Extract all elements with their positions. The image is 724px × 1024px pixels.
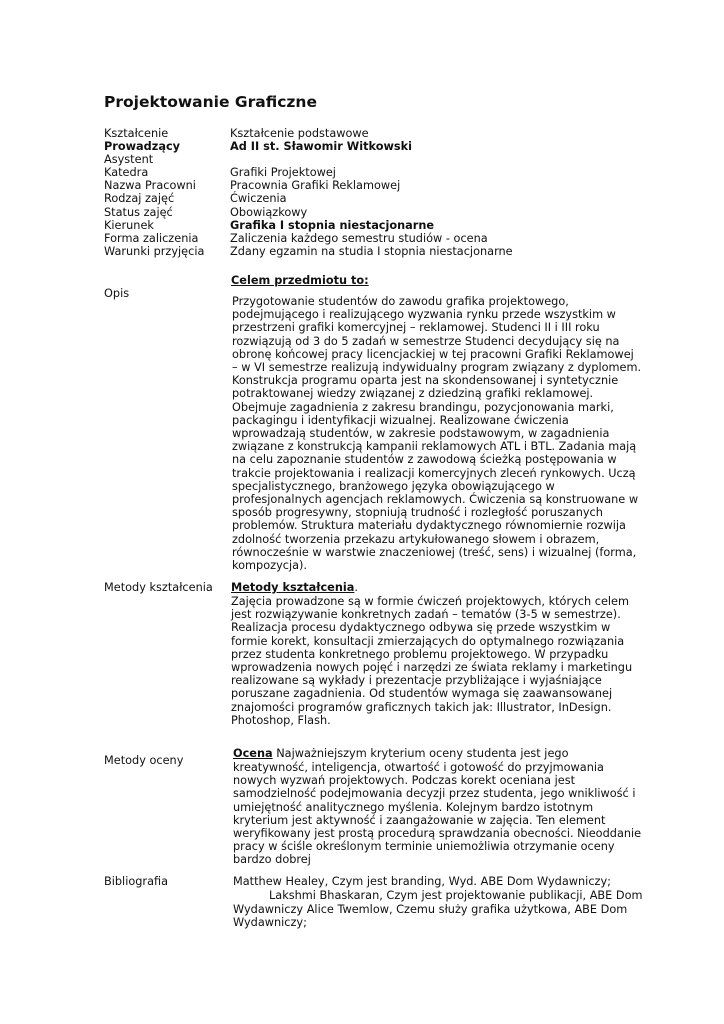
info-label: Nazwa Pracowni	[104, 179, 196, 193]
info-row	[104, 192, 644, 205]
info-row	[104, 245, 644, 258]
info-label: Forma zaliczenia	[104, 231, 199, 245]
info-table	[104, 127, 644, 258]
info-value: Obowiązkowy	[230, 205, 308, 219]
bibliografia-line: Wydawniczy;	[233, 916, 307, 929]
info-row	[104, 140, 644, 153]
info-label: Kształcenie	[104, 127, 169, 140]
info-row	[104, 232, 644, 245]
bibliografia-label: Bibliografia	[104, 875, 169, 888]
info-label: Katedra	[104, 166, 149, 180]
metody-oceny-text: kreatywność, inteligencja, otwartość i gotowość do przyjmowania nowych wyzwań projektowych. Podczas korekt oceniana jest samodzielność podejmowania decyzji przez studenta, jego wnikliwość i umiejętność analitycznego myślenia. Kolejnym bardzo istotnym kryterium jest aktywność i zaangażowanie w zajęcia. Ten element weryfikowany jest prostą procedurą sprawdzania obecności. Nieoddanie pracy w ściśle określonym terminie uniemożliwia otrzymanie oceny bardzo dobrej	[233, 761, 642, 867]
metody-ksztalcenia-label: Metody kształcenia	[104, 581, 213, 594]
bibliografia-line: Matthew Healey, Czym jest branding, Wyd. ABE Dom Wydawniczy;	[233, 875, 611, 888]
bibliografia-line: Lakshmi Bhaskaran, Czym jest projektowanie publikacji, ABE Dom	[269, 889, 643, 902]
metody-ksztalcenia-text: Zajęcia prowadzone są w formie ćwiczeń projektowych, których celem jest rozwiązywanie konkretnych zadań – tematów (3-5 w semestrze). Realizacja procesu dydaktycznego odbywa się przede wszystkim w formie korekt, konsultacji zmierzających do optymalnego rozwiązania przez studenta konkretnego problemu projektowego. W przypadku wprowadzenia nowych pojęć i narzędzi ze świata reklamy i marketingu realizowane są wykłady i prezentacje przybliżające i wyjaśniające poruszane zagadnienia. Od studentów wymaga się zaawansowanej znajomości programów graficznych takich jak: Illustrator, InDesign. Photoshop, Flash.	[231, 595, 633, 727]
metody-oceny-first-line	[233, 747, 568, 760]
opis-text: Przygotowanie studentów do zawodu grafika projektowego, podejmującego i realizującego wyzwania rynku przede wszystkim w przestrzeni grafiki komercyjnej – reklamowej. Studenci II i III roku rozwiązują od 3 do 5 zadań w semestrze Studenci decydujący się na obronę końcowej pracy licencjackiej w tej pracowni Grafiki Reklamowej – w VI semestrze realizują indywidualny program związany z dyplomem. Konstrukcja programu oparta jest na skondensowanej i syntetycznie potraktowanej wiedzy związanej z dziedziną grafiki reklamowej. Obejmuje zagadnienia z zakresu brandingu, pozycjonowania marki, packagingu i identyfikacji wizualnej. Realizowane ćwiczenia wprowadzają studentów, w zakresie podstawowym, w zagadnienia związane z konstrukcją kampanii reklamowych ATL i BTL. Zadania mają na celu zapoznanie studentów z zawodową ścieżką postępowania w trakcie projektowania i realizacji komercyjnych zleceń rynkowych. Uczą specjalistycznego, branżowego języka obowiązującego w profesjonalnych agencjach reklamowych. Ćwiczenia są konstruowane w sposób progresywny, stopniują trudność i rozległość poruszanych problemów. Struktura materiału dydaktycznego równomiernie rozwija zdolność tworzenia przekazu artykułowanego słowem i obrazem, równocześnie w warstwie znaczeniowej (treść, sens) i wizualnej (forma, kompozycja).	[232, 295, 642, 573]
opis-label: Opis	[104, 287, 130, 300]
info-value: Grafika I stopnia niestacjonarne	[230, 218, 435, 232]
ocena-first-line-rest: Najważniejszym kryterium oceny studenta jest jego	[272, 747, 569, 760]
info-label: Status zajęć	[104, 205, 173, 219]
info-label: Prowadzący	[104, 140, 181, 154]
info-label: Warunki przyjęcia	[104, 244, 205, 258]
info-value: Grafiki Projektowej	[230, 166, 336, 180]
info-row	[104, 127, 644, 140]
info-value: Pracownia Grafiki Reklamowej	[230, 179, 401, 193]
heading-suffix: .	[354, 581, 358, 594]
metody-ksztalcenia-heading-line	[231, 581, 358, 594]
info-row	[104, 166, 644, 179]
info-value: Zdany egzamin na studia I stopnia niestacjonarne	[230, 244, 513, 258]
info-row	[104, 153, 644, 166]
info-value: Ćwiczenia	[230, 192, 287, 206]
info-row	[104, 206, 644, 219]
bibliografia-line: Wydawniczy Alice Twemlow, Czemu służy grafika użytkowa, ABE Dom	[233, 903, 628, 916]
info-value: Kształcenie podstawowe	[230, 127, 369, 140]
metody-ksztalcenia-heading: Metody kształcenia	[231, 581, 355, 594]
opis-heading: Celem przedmiotu to:	[231, 274, 369, 287]
info-row	[104, 179, 644, 192]
metody-oceny-label: Metody oceny	[104, 754, 184, 767]
info-row	[104, 219, 644, 232]
page-title: Projektowanie Graficzne	[104, 93, 317, 111]
info-value: Zaliczenia każdego semestru studiów - ocena	[230, 231, 488, 245]
info-label: Rodzaj zajęć	[104, 192, 175, 206]
info-label: Asystent	[104, 153, 154, 167]
info-label: Kierunek	[104, 218, 154, 232]
info-value: Ad II st. Sławomir Witkowski	[230, 140, 412, 154]
ocena-heading: Ocena	[233, 747, 273, 760]
